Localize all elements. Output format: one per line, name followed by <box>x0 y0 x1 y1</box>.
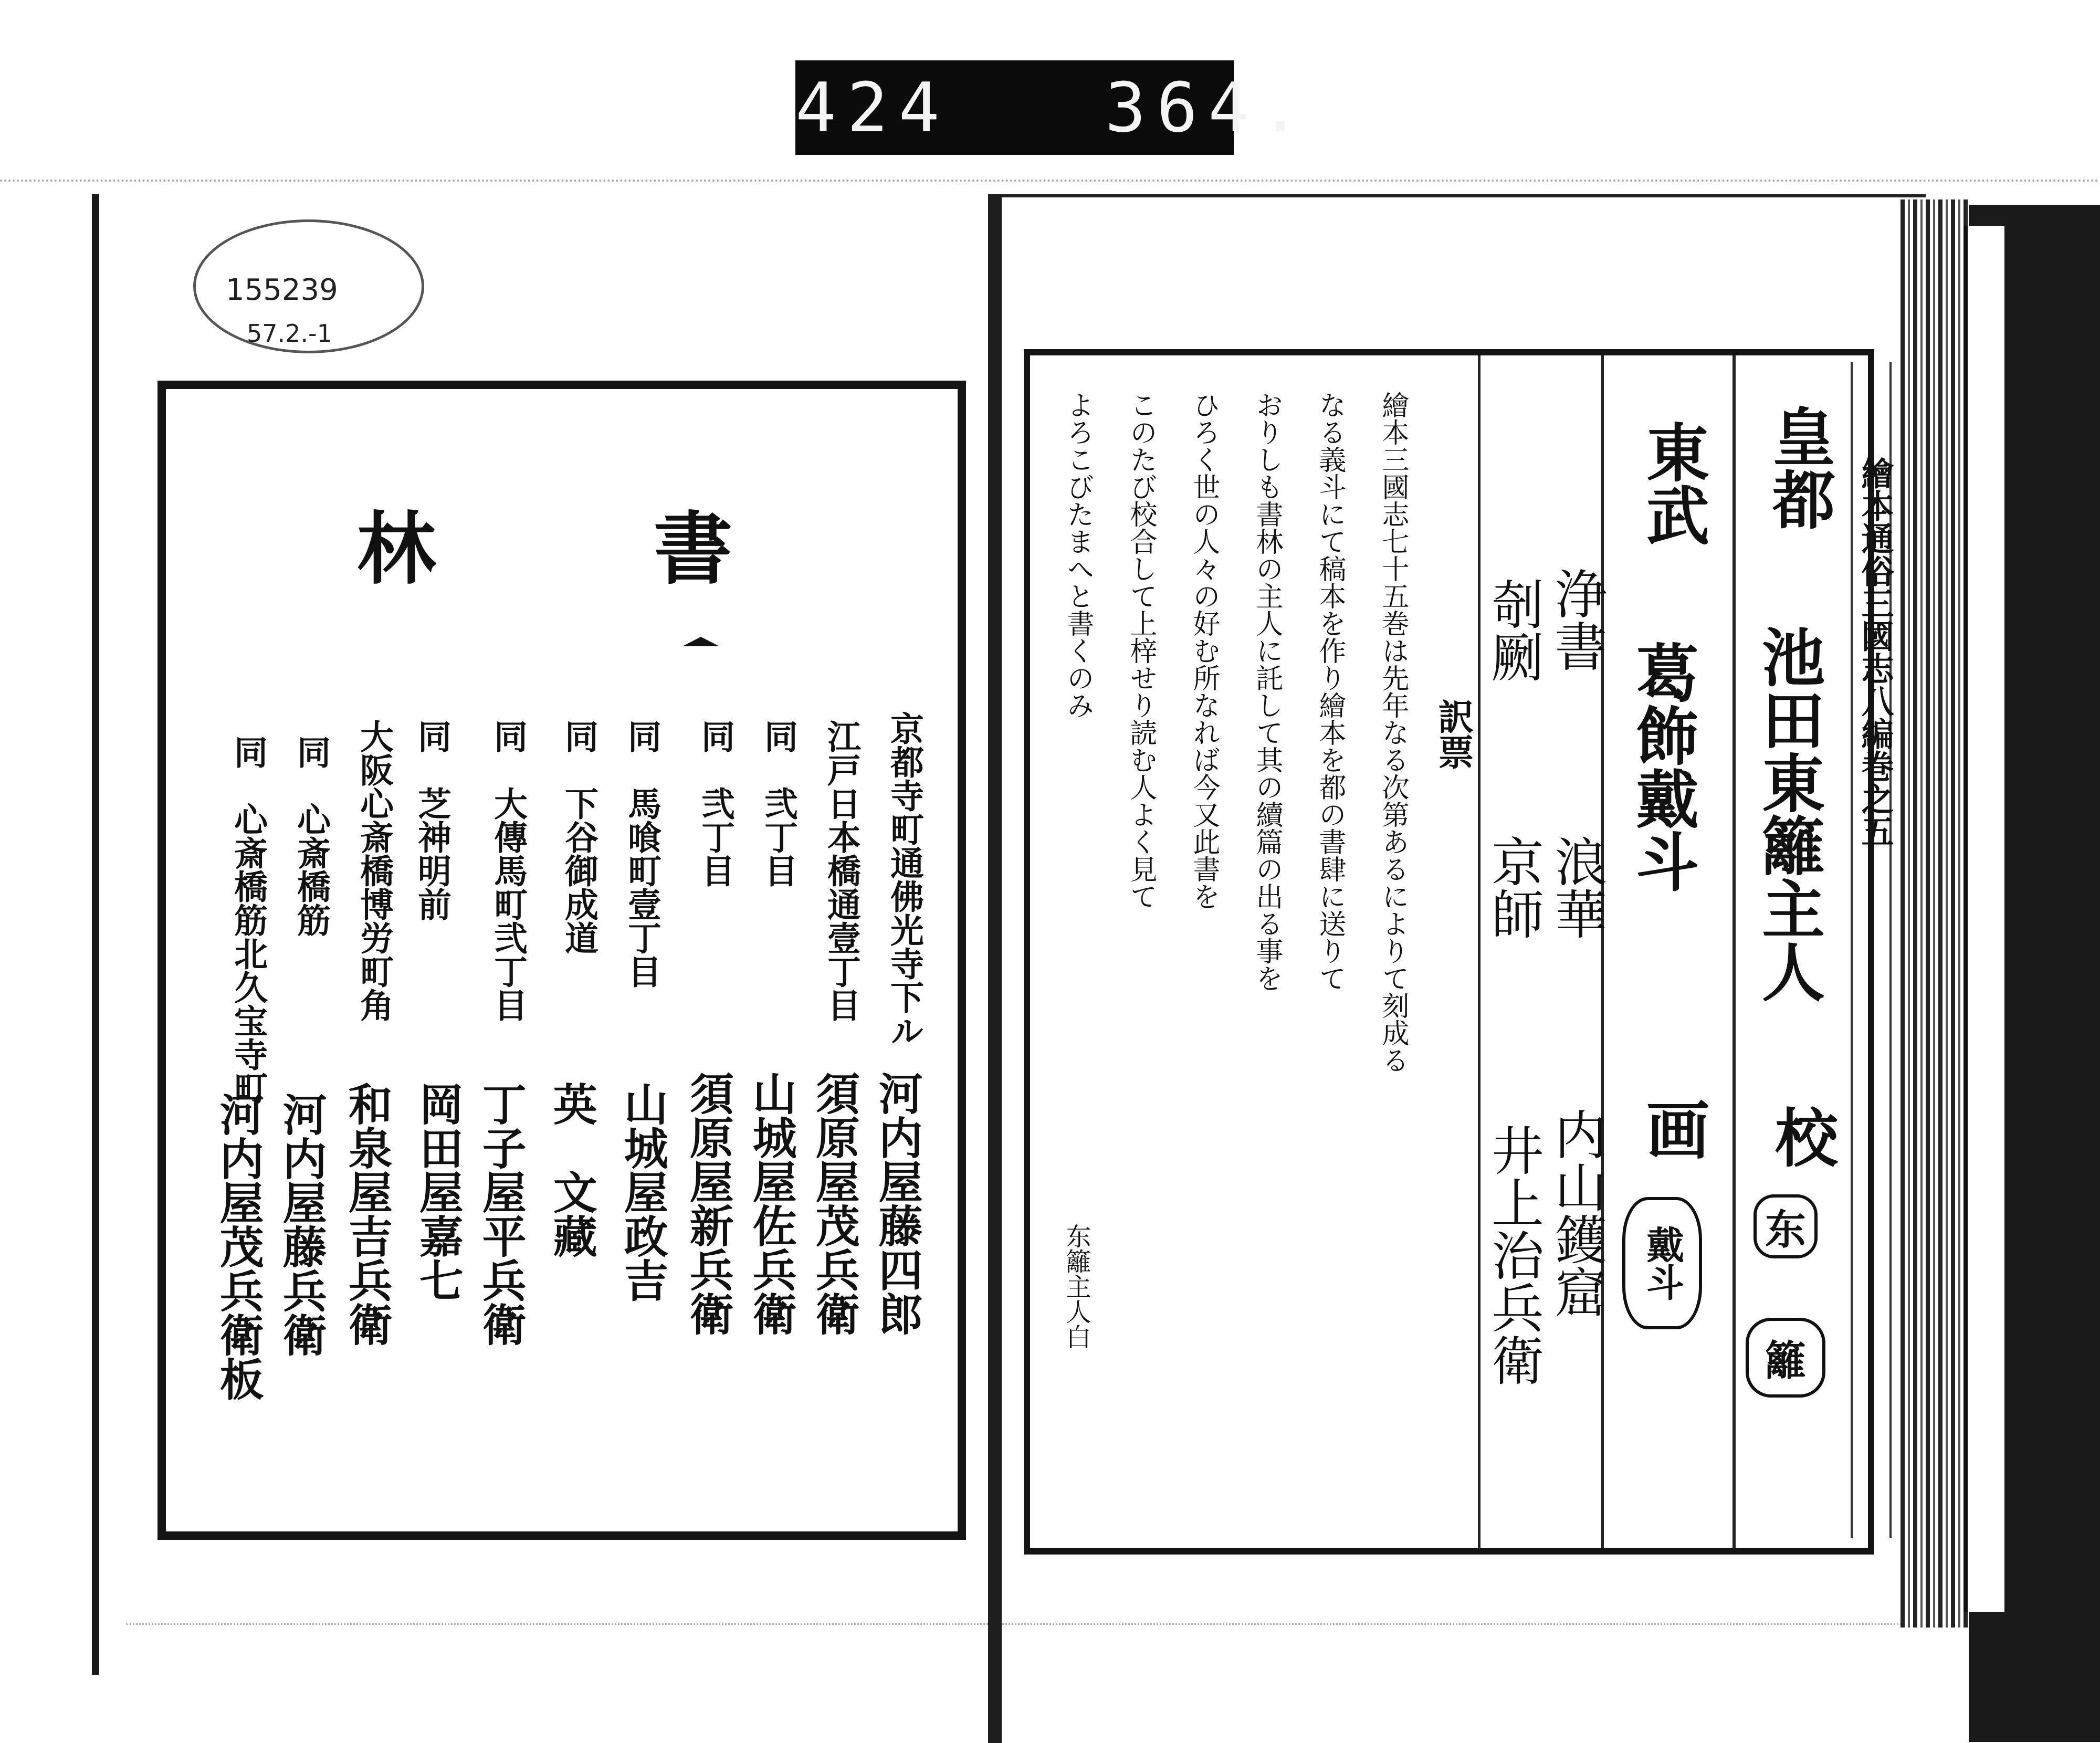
artist-city: 東武 <box>1636 420 1710 546</box>
calligrapher-city: 浪華 <box>1546 835 1607 940</box>
column-rule <box>1732 355 1736 1548</box>
artist-name: 葛飾戴斗 <box>1625 640 1699 892</box>
preface-line: ひろく世の人々の好む所なれば今又此書を <box>1188 391 1220 910</box>
call-number-text: 424 364. <box>795 68 1311 148</box>
preface-line: このたび校合して上梓せり読む人よく見て <box>1125 391 1157 910</box>
publisher-shop: 河内屋藤兵衛 <box>276 1092 328 1357</box>
editor-seal-top: 东 <box>1754 1194 1818 1258</box>
preface-line: なる義斗にて稿本を作り繪本を都の書肆に送りて <box>1314 391 1346 992</box>
preface-line: よろこびたまへと書くのみ <box>1062 391 1094 719</box>
publisher-address: 江戸日本橋通壹丁目 <box>822 719 861 1022</box>
publisher-address: 同 馬喰町壹丁目 <box>622 719 662 988</box>
publisher-shop: 丁子屋平兵衛 <box>475 1082 528 1346</box>
publisher-address: 同 弐丁目 <box>696 719 735 887</box>
publisher-shop: 山城屋佐兵衛 <box>746 1071 798 1336</box>
publisher-shop: 須原屋茂兵衛 <box>808 1071 861 1336</box>
page-edges <box>1900 200 1969 1628</box>
publisher-shop: 山城屋政吉 <box>617 1082 669 1302</box>
cover-edge <box>1964 226 2004 1612</box>
artist-seal: 戴斗 <box>1622 1197 1702 1329</box>
column-rule <box>1601 355 1604 1548</box>
engraver-label: 剞劂 <box>1483 578 1544 682</box>
scan-dotted-line <box>0 180 2100 182</box>
publisher-address: 同 下谷御成道 <box>559 719 598 954</box>
publisher-shop: 岡田屋嘉七 <box>412 1082 465 1302</box>
publisher-shop: 須原屋新兵衛 <box>682 1071 735 1336</box>
editor-city: 皇都 <box>1762 404 1836 530</box>
calligrapher-name: 内山鑊窟 <box>1546 1108 1607 1318</box>
publisher-address: 同 弐丁目 <box>759 719 798 887</box>
publisher-shop: 和泉屋吉兵衛 <box>341 1082 394 1346</box>
book-spine <box>988 194 1002 1743</box>
calligrapher-label: 浄書 <box>1546 567 1607 672</box>
stamp-date: 57.2.-1 <box>247 319 332 348</box>
preface-line: おりしも書林の主人に託して其の續篇の出る事を <box>1251 391 1283 992</box>
artist-role: 画 <box>1636 1097 1710 1160</box>
publisher-address: 京都寺町通佛光寺下ル <box>885 711 924 1047</box>
editor-seal-bottom: 籬 <box>1746 1318 1825 1398</box>
stamp-number: 155239 <box>226 273 338 307</box>
preface-signature: 东籬主人白 <box>1062 1223 1091 1349</box>
publisher-address: 同 心斎橋筋北久宝寺町 <box>228 735 268 1105</box>
preface-heading: 訳票 <box>1432 698 1474 770</box>
side-title: 繪本通俗三國志八編巻之五 <box>1856 457 1894 847</box>
heading-char-sho: 書 <box>654 503 733 595</box>
heading-char-rin: 林 <box>357 503 436 595</box>
publisher-address: 同 芝神明前 <box>412 719 452 921</box>
preface-line: 繪本三國志七十五巻は先年なる次第あるによりて刻成る <box>1377 391 1409 1074</box>
publisher-shop: 河内屋茂兵衛板 <box>213 1092 265 1401</box>
editor-name: 池田東籬主人 <box>1751 625 1825 1003</box>
publisher-address: 大阪心斎橋博労町角 <box>354 719 394 1022</box>
publisher-shop: 英 文藏 <box>546 1082 598 1258</box>
engraver-city: 京師 <box>1483 835 1544 940</box>
engraver-name: 井上治兵衛 <box>1483 1124 1544 1386</box>
publisher-address: 同 心斎橋筋 <box>291 735 331 937</box>
publisher-address: 同 大傳馬町弐丁目 <box>488 719 528 1022</box>
publisher-shop: 河内屋藤四郎 <box>872 1071 924 1336</box>
editor-role: 校 <box>1765 1105 1839 1168</box>
